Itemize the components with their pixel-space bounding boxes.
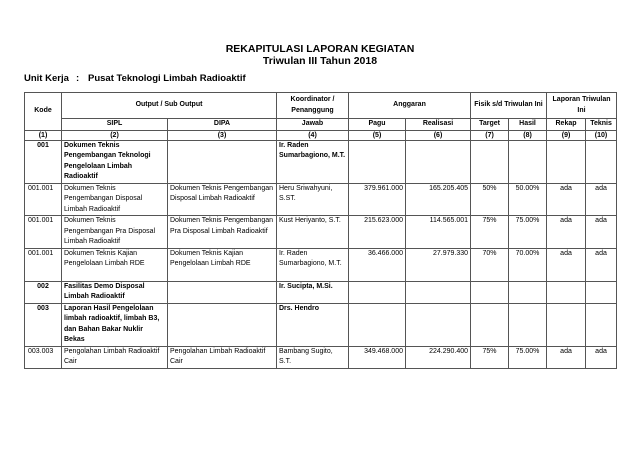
cell-kode: 001 (25, 140, 62, 183)
header-fisik: Fisik s/d Triwulan Ini (471, 93, 547, 119)
cell-realisasi: 165.205.405 (406, 183, 471, 216)
cell-rekap (547, 281, 586, 303)
header-laporan: Laporan Triwulan Ini (547, 93, 617, 119)
cell-kode: 001.001 (25, 183, 62, 216)
cell-koordinator: Ir. Sucipta, M.Si. (277, 281, 349, 303)
header-dipa: DIPA (168, 119, 277, 131)
cell-target (471, 140, 509, 183)
cell-sipl: Pengolahan Limbah Radioaktif Cair (62, 346, 168, 368)
cell-dipa: Dokumen Teknis Pengembangan Disposal Limbah Radioaktif (168, 183, 277, 216)
column-number: (10) (586, 130, 617, 140)
table-row (25, 140, 617, 183)
cell-pagu (349, 140, 406, 183)
cell-target: 70% (471, 248, 509, 281)
cell-pagu (349, 303, 406, 346)
cell-rekap: ada (547, 346, 586, 368)
cell-rekap (547, 303, 586, 346)
cell-rekap: ada (547, 216, 586, 249)
cell-teknis: ada (586, 183, 617, 216)
cell-dipa (168, 303, 277, 346)
cell-realisasi: 114.565.001 (406, 216, 471, 249)
column-number: (7) (471, 130, 509, 140)
cell-target (471, 303, 509, 346)
cell-dipa: Pengolahan Limbah Radioaktif Cair (168, 346, 277, 368)
cell-pagu: 215.623.000 (349, 216, 406, 249)
cell-target: 75% (471, 216, 509, 249)
header-sipl: SIPL (62, 119, 168, 131)
header-realisasi: Realisasi (406, 119, 471, 131)
header-anggaran: Anggaran (349, 93, 471, 119)
cell-koordinator: Heru Sriwahyuni, S.ST. (277, 183, 349, 216)
cell-hasil (509, 281, 547, 303)
table-row (25, 216, 617, 249)
cell-kode: 001.001 (25, 248, 62, 281)
column-number: (9) (547, 130, 586, 140)
unit-value: Pusat Teknologi Limbah Radioaktif (88, 73, 246, 84)
header-koordinator: Koordinator / Penanggung (277, 93, 349, 119)
document-title: REKAPITULASI LAPORAN KEGIATAN (225, 43, 415, 55)
cell-koordinator: Ir. Raden Sumarbagiono, M.T. (277, 140, 349, 183)
cell-target: 75% (471, 346, 509, 368)
cell-hasil (509, 140, 547, 183)
column-number: (3) (168, 130, 277, 140)
header-pagu: Pagu (349, 119, 406, 131)
cell-dipa (168, 140, 277, 183)
cell-pagu: 379.961.000 (349, 183, 406, 216)
table-row (25, 303, 617, 346)
cell-target (471, 281, 509, 303)
cell-realisasi (406, 303, 471, 346)
cell-teknis: ada (586, 248, 617, 281)
column-number: (5) (349, 130, 406, 140)
cell-pagu (349, 281, 406, 303)
cell-pagu: 349.468.000 (349, 346, 406, 368)
table-row (25, 281, 617, 303)
column-number: (6) (406, 130, 471, 140)
cell-teknis: ada (586, 216, 617, 249)
cell-koordinator: Bambang Sugito, S.T. (277, 346, 349, 368)
cell-kode: 003.003 (25, 346, 62, 368)
cell-teknis (586, 281, 617, 303)
cell-sipl: Dokumen Teknis Pengembangan Pra Disposal Limbah Radioaktif (62, 216, 168, 249)
cell-sipl: Laporan Hasil Pengelolaan limbah radioaktif, limbah B3, dan Bahan Bakar Nuklir Bekas (62, 303, 168, 346)
cell-koordinator: Drs. Hendro (277, 303, 349, 346)
cell-dipa (168, 281, 277, 303)
cell-realisasi (406, 140, 471, 183)
header-teknis: Teknis (586, 119, 617, 131)
unit-label: Unit Kerja (24, 73, 69, 84)
header-hasil: Hasil (509, 119, 547, 131)
cell-koordinator: Ir. Raden Sumarbagiono, M.T. (277, 248, 349, 281)
column-number: (1) (25, 130, 62, 140)
cell-hasil: 70.00% (509, 248, 547, 281)
cell-teknis (586, 303, 617, 346)
cell-realisasi (406, 281, 471, 303)
cell-sipl: Fasilitas Demo Disposal Limbah Radioaktif (62, 281, 168, 303)
cell-teknis: ada (586, 346, 617, 368)
cell-sipl: Dokumen Teknis Pengembangan Teknologi Pengelolaan Limbah Radioaktif (62, 140, 168, 183)
unit-colon: : (76, 73, 80, 84)
column-number: (2) (62, 130, 168, 140)
cell-dipa: Dokumen Teknis Kajian Pengelolaan Limbah RDE (168, 248, 277, 281)
table-row (25, 248, 617, 281)
cell-sipl: Dokumen Teknis Kajian Pengelolaan Limbah RDE (62, 248, 168, 281)
cell-rekap: ada (547, 248, 586, 281)
cell-rekap: ada (547, 183, 586, 216)
column-number: (8) (509, 130, 547, 140)
unit-kerja (24, 73, 246, 84)
cell-koordinator: Kust Heriyanto, S.T. (277, 216, 349, 249)
header-jawab: Jawab (277, 119, 349, 131)
report-table (24, 92, 617, 369)
cell-hasil (509, 303, 547, 346)
cell-sipl: Dokumen Teknis Pengembangan Disposal Limbah Radioaktif (62, 183, 168, 216)
cell-kode: 003 (25, 303, 62, 346)
cell-kode: 002 (25, 281, 62, 303)
header-kode: Kode (25, 93, 62, 131)
cell-hasil: 75.00% (509, 346, 547, 368)
header-output: Output / Sub Output (62, 93, 277, 119)
header-target: Target (471, 119, 509, 131)
cell-rekap (547, 140, 586, 183)
header-rekap: Rekap (547, 119, 586, 131)
cell-realisasi: 224.290.400 (406, 346, 471, 368)
table-row (25, 183, 617, 216)
cell-hasil: 75.00% (509, 216, 547, 249)
cell-dipa: Dokumen Teknis Pengembangan Pra Disposal Limbah Radioaktif (168, 216, 277, 249)
cell-hasil: 50.00% (509, 183, 547, 216)
cell-teknis (586, 140, 617, 183)
cell-target: 50% (471, 183, 509, 216)
column-number: (4) (277, 130, 349, 140)
table-row (25, 346, 617, 368)
cell-realisasi: 27.979.330 (406, 248, 471, 281)
cell-pagu: 36.466.000 (349, 248, 406, 281)
cell-kode: 001.001 (25, 216, 62, 249)
document-subtitle: Triwulan III Tahun 2018 (262, 55, 378, 67)
